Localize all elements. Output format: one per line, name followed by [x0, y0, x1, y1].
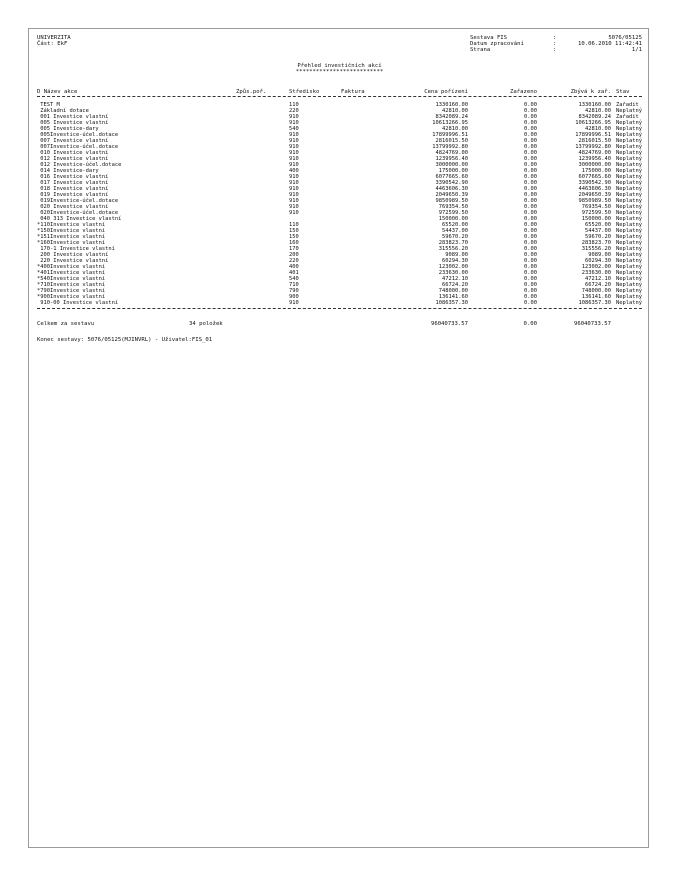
row-included: 0.00 — [524, 174, 537, 180]
row-status: Neplatný — [616, 120, 642, 126]
row-center: 910 — [289, 174, 299, 180]
row-center: 401 — [289, 270, 299, 276]
row-center: 910 — [289, 156, 299, 162]
row-name: TEST M — [37, 102, 60, 108]
column-header-included: Zařazeno — [510, 89, 537, 95]
row-status: Neplatný — [616, 204, 642, 210]
row-included: 0.00 — [524, 234, 537, 240]
row-name: 220 Investice vlastní — [37, 258, 109, 264]
row-status: Neplatný — [616, 216, 642, 222]
row-included: 0.00 — [524, 198, 537, 204]
row-center: 400 — [289, 264, 299, 270]
row-included: 0.00 — [524, 282, 537, 288]
row-remaining: 1239956.40 — [578, 156, 611, 162]
row-status: Zařadit — [616, 102, 639, 108]
report-title: Přehled investičních akcí — [297, 63, 382, 69]
row-price: 769354.50 — [438, 204, 468, 210]
row-remaining: 315556.20 — [581, 246, 611, 252]
row-remaining: 42810.00 — [585, 126, 611, 132]
row-price: 1330160.00 — [435, 102, 468, 108]
row-center: 540 — [289, 126, 299, 132]
row-name: Základní dotace — [37, 108, 89, 114]
row-included: 0.00 — [524, 120, 537, 126]
row-center: 910 — [289, 114, 299, 120]
column-header-center: Středisko — [289, 89, 320, 95]
row-center: 200 — [289, 252, 299, 258]
row-price: 233630.00 — [438, 270, 468, 276]
row-center: 220 — [289, 258, 299, 264]
row-remaining: 42810.00 — [585, 108, 611, 114]
row-price: 54437.00 — [442, 228, 468, 234]
report-page — [28, 28, 649, 848]
row-included: 0.00 — [524, 276, 537, 282]
row-remaining: 1330160.00 — [578, 102, 611, 108]
row-included: 0.00 — [524, 168, 537, 174]
row-price: 17899996.51 — [432, 132, 468, 138]
row-included: 0.00 — [524, 114, 537, 120]
row-remaining: 66724.20 — [585, 282, 611, 288]
row-included: 0.00 — [524, 300, 537, 306]
row-name: 010 Investice vlastní — [37, 150, 109, 156]
row-status: Neplatný — [616, 192, 642, 198]
row-name: 001 Investice vlastní — [37, 114, 109, 120]
row-remaining: 59670.20 — [585, 234, 611, 240]
row-price: 123002.00 — [438, 264, 468, 270]
row-remaining: 972599.50 — [581, 210, 611, 216]
row-center: 910 — [289, 300, 299, 306]
row-remaining: 47212.10 — [585, 276, 611, 282]
row-center: 910 — [289, 120, 299, 126]
total-remaining: 96040733.57 — [573, 321, 611, 327]
row-name: 200 Investice vlastní — [37, 252, 109, 258]
row-status: Neplatný — [616, 168, 642, 174]
row-remaining: 748000.00 — [581, 288, 611, 294]
report-title-underline: ************************** — [295, 69, 384, 75]
row-status: Neplatný — [616, 234, 642, 240]
row-name: *401Investice vlastní — [37, 270, 106, 276]
row-included: 0.00 — [524, 180, 537, 186]
row-price: 10613266.95 — [432, 120, 468, 126]
row-included: 0.00 — [524, 144, 537, 150]
row-name: 040 313 Investice vlastní — [37, 216, 122, 222]
row-name: *790Investice vlastní — [37, 288, 106, 294]
row-price: 8342089.24 — [435, 114, 468, 120]
row-included: 0.00 — [524, 216, 537, 222]
row-status: Neplatný — [616, 258, 642, 264]
row-remaining: 3390542.90 — [578, 180, 611, 186]
row-name: 019Investice-účel.dotace — [37, 198, 119, 204]
row-name: 020Investice-účel.dotace — [37, 210, 119, 216]
row-name: *160Investice vlastní — [37, 240, 106, 246]
row-status: Neplatný — [616, 300, 642, 306]
row-name: *900Investice vlastní — [37, 294, 106, 300]
organization-name: UNIVERZITA — [37, 35, 71, 41]
column-header-invoice: Faktura — [341, 89, 365, 95]
row-status: Neplatný — [616, 138, 642, 144]
row-included: 0.00 — [524, 228, 537, 234]
row-price: 42810.00 — [442, 108, 468, 114]
page-colon: : — [553, 47, 557, 53]
row-status: Neplatný — [616, 210, 642, 216]
column-header-method: Způs.poř. — [236, 89, 267, 95]
row-remaining: 9089.00 — [588, 252, 611, 258]
row-included: 0.00 — [524, 246, 537, 252]
row-included: 0.00 — [524, 210, 537, 216]
row-center: 220 — [289, 108, 299, 114]
row-remaining: 9850989.50 — [578, 198, 611, 204]
row-included: 0.00 — [524, 156, 537, 162]
row-remaining: 1086357.30 — [578, 300, 611, 306]
row-price: 60294.30 — [442, 258, 468, 264]
row-status: Neplatný — [616, 108, 642, 114]
row-price: 42810.00 — [442, 126, 468, 132]
row-remaining: 17899996.51 — [575, 132, 611, 138]
row-included: 0.00 — [524, 186, 537, 192]
row-name: *710Investice vlastní — [37, 282, 106, 288]
row-center: 910 — [289, 204, 299, 210]
row-remaining: 4824769.00 — [578, 150, 611, 156]
row-name: 014 Investice-dary — [37, 168, 99, 174]
rows-separator — [37, 308, 642, 309]
row-name: *110Investice vlastní — [37, 222, 106, 228]
row-status: Neplatný — [616, 144, 642, 150]
row-name: 017 Investice vlastní — [37, 180, 109, 186]
row-price: 175000.00 — [438, 168, 468, 174]
row-remaining: 283823.70 — [581, 240, 611, 246]
row-center: 170 — [289, 246, 299, 252]
row-name: *400Investice vlastní — [37, 264, 106, 270]
row-status: Neplatný — [616, 264, 642, 270]
row-included: 0.00 — [524, 264, 537, 270]
row-center: 900 — [289, 294, 299, 300]
row-status: Neplatný — [616, 294, 642, 300]
row-remaining: 233630.00 — [581, 270, 611, 276]
row-price: 9089.00 — [445, 252, 468, 258]
row-status: Neplatný — [616, 180, 642, 186]
row-included: 0.00 — [524, 132, 537, 138]
row-included: 0.00 — [524, 288, 537, 294]
row-included: 0.00 — [524, 150, 537, 156]
row-price: 9850989.50 — [435, 198, 468, 204]
column-header-price: Cena pořízení — [424, 89, 468, 95]
row-included: 0.00 — [524, 192, 537, 198]
row-included: 0.00 — [524, 162, 537, 168]
row-status: Neplatný — [616, 222, 642, 228]
row-included: 0.00 — [524, 126, 537, 132]
row-price: 150000.00 — [438, 216, 468, 222]
row-price: 315556.20 — [438, 246, 468, 252]
row-center: 110 — [289, 102, 299, 108]
row-name: 012 Investice-účel.dotace — [37, 162, 122, 168]
row-center: 710 — [289, 282, 299, 288]
row-status: Neplatný — [616, 276, 642, 282]
row-center: 910 — [289, 186, 299, 192]
row-status: Neplatný — [616, 282, 642, 288]
row-remaining: 2816015.50 — [578, 138, 611, 144]
row-price: 66724.20 — [442, 282, 468, 288]
row-included: 0.00 — [524, 204, 537, 210]
row-remaining: 150000.00 — [581, 216, 611, 222]
row-center: 910 — [289, 192, 299, 198]
row-center: 910 — [289, 162, 299, 168]
row-name: 005Investice-účel.dotace — [37, 132, 119, 138]
row-center: 910 — [289, 198, 299, 204]
row-remaining: 60294.30 — [585, 258, 611, 264]
row-price: 2816015.50 — [435, 138, 468, 144]
row-price: 3000000.00 — [435, 162, 468, 168]
set-colon: : — [553, 35, 557, 41]
row-remaining: 175000.00 — [581, 168, 611, 174]
row-included: 0.00 — [524, 252, 537, 258]
total-label: Celkem za sestavu — [37, 321, 95, 327]
row-status: Neplatný — [616, 162, 642, 168]
header-separator — [37, 96, 642, 97]
row-status: Neplatný — [616, 156, 642, 162]
date-label: Datum zpracování — [470, 41, 524, 47]
row-remaining: 2049650.39 — [578, 192, 611, 198]
row-center: 910 — [289, 180, 299, 186]
column-header-status: Stav — [616, 89, 630, 95]
row-remaining: 8342089.24 — [578, 114, 611, 120]
row-included: 0.00 — [524, 270, 537, 276]
row-remaining: 123002.00 — [581, 264, 611, 270]
row-name: 007Investice-účel.dotace — [37, 144, 119, 150]
row-center: 790 — [289, 288, 299, 294]
row-remaining: 136141.60 — [581, 294, 611, 300]
row-included: 0.00 — [524, 102, 537, 108]
row-included: 0.00 — [524, 240, 537, 246]
row-center: 910 — [289, 138, 299, 144]
row-remaining: 10613266.95 — [575, 120, 611, 126]
row-status: Neplatný — [616, 228, 642, 234]
row-status: Neplatný — [616, 270, 642, 276]
row-price: 972599.50 — [438, 210, 468, 216]
total-count: 34 položek — [189, 321, 223, 327]
row-price: 748000.00 — [438, 288, 468, 294]
row-status: Neplatný — [616, 288, 642, 294]
row-center: 540 — [289, 276, 299, 282]
row-status: Zařadit — [616, 114, 639, 120]
organization-part: Část: EkF — [37, 41, 68, 47]
row-name: 020 Investice vlastní — [37, 204, 109, 210]
row-price: 13799992.80 — [432, 144, 468, 150]
row-status: Neplatný — [616, 174, 642, 180]
row-price: 283823.70 — [438, 240, 468, 246]
total-price: 96040733.57 — [430, 321, 468, 327]
set-label: Sestava FIS — [470, 35, 508, 41]
row-name: 170-1 Investice vlastní — [37, 246, 115, 252]
table-row — [29, 300, 650, 306]
row-center: 150 — [289, 228, 299, 234]
column-header-remaining: Zbývá k zař. — [570, 89, 611, 95]
row-center: 910 — [289, 150, 299, 156]
row-remaining: 3000000.00 — [578, 162, 611, 168]
row-name: 016 Investice vlastní — [37, 174, 109, 180]
report-end-line: Konec sestavy: 5076/05125(MJINVRL) - Uživatel:FIS_01 — [37, 337, 213, 343]
row-included: 0.00 — [524, 108, 537, 114]
row-price: 6077665.60 — [435, 174, 468, 180]
row-remaining: 6077665.60 — [578, 174, 611, 180]
row-name: *540Investice vlastní — [37, 276, 106, 282]
row-price: 47212.10 — [442, 276, 468, 282]
set-value: 5076/05125 — [608, 35, 642, 41]
row-status: Neplatný — [616, 126, 642, 132]
row-status: Neplatný — [616, 246, 642, 252]
row-name: *151Investice vlastní — [37, 234, 106, 240]
row-center: 910 — [289, 132, 299, 138]
row-price: 3390542.90 — [435, 180, 468, 186]
row-name: 019 Investice vlastní — [37, 192, 109, 198]
row-remaining: 4463606.30 — [578, 186, 611, 192]
row-name: 005 Investice-dary — [37, 126, 99, 132]
row-price: 136141.60 — [438, 294, 468, 300]
row-price: 2049650.39 — [435, 192, 468, 198]
row-status: Neplatný — [616, 150, 642, 156]
row-center: 110 — [289, 222, 299, 228]
row-status: Neplatný — [616, 198, 642, 204]
row-status: Neplatný — [616, 240, 642, 246]
row-center: 910 — [289, 210, 299, 216]
row-status: Neplatný — [616, 252, 642, 258]
row-price: 59670.20 — [442, 234, 468, 240]
row-status: Neplatný — [616, 132, 642, 138]
row-price: 4824769.00 — [435, 150, 468, 156]
column-header-name: D Název akce — [37, 89, 78, 95]
row-remaining: 769354.50 — [581, 204, 611, 210]
row-remaining: 65520.00 — [585, 222, 611, 228]
row-name: 012 Investice vlastní — [37, 156, 109, 162]
row-included: 0.00 — [524, 222, 537, 228]
row-center: 910 — [289, 144, 299, 150]
row-center: 150 — [289, 234, 299, 240]
row-price: 4463606.30 — [435, 186, 468, 192]
row-name: 910-00 Investice vlastní — [37, 300, 119, 306]
row-included: 0.00 — [524, 258, 537, 264]
row-name: *150Investice vlastní — [37, 228, 106, 234]
page-number: 1/1 — [631, 47, 642, 53]
row-remaining: 13799992.80 — [575, 144, 611, 150]
row-status: Neplatný — [616, 186, 642, 192]
date-value: 10.06.2010 11:42:41 — [578, 41, 642, 47]
row-remaining: 54437.00 — [585, 228, 611, 234]
date-colon: : — [553, 41, 557, 47]
page-label: Strana — [470, 47, 491, 53]
row-price: 65520.00 — [442, 222, 468, 228]
row-price: 1239956.40 — [435, 156, 468, 162]
row-included: 0.00 — [524, 294, 537, 300]
row-name: 007 Investice vlastní — [37, 138, 109, 144]
total-included: 0.00 — [523, 321, 537, 327]
row-center: 400 — [289, 168, 299, 174]
row-center: 160 — [289, 240, 299, 246]
row-included: 0.00 — [524, 138, 537, 144]
row-name: 018 Investice vlastní — [37, 186, 109, 192]
row-price: 1086357.30 — [435, 300, 468, 306]
row-name: 005 Investice vlastní — [37, 120, 109, 126]
